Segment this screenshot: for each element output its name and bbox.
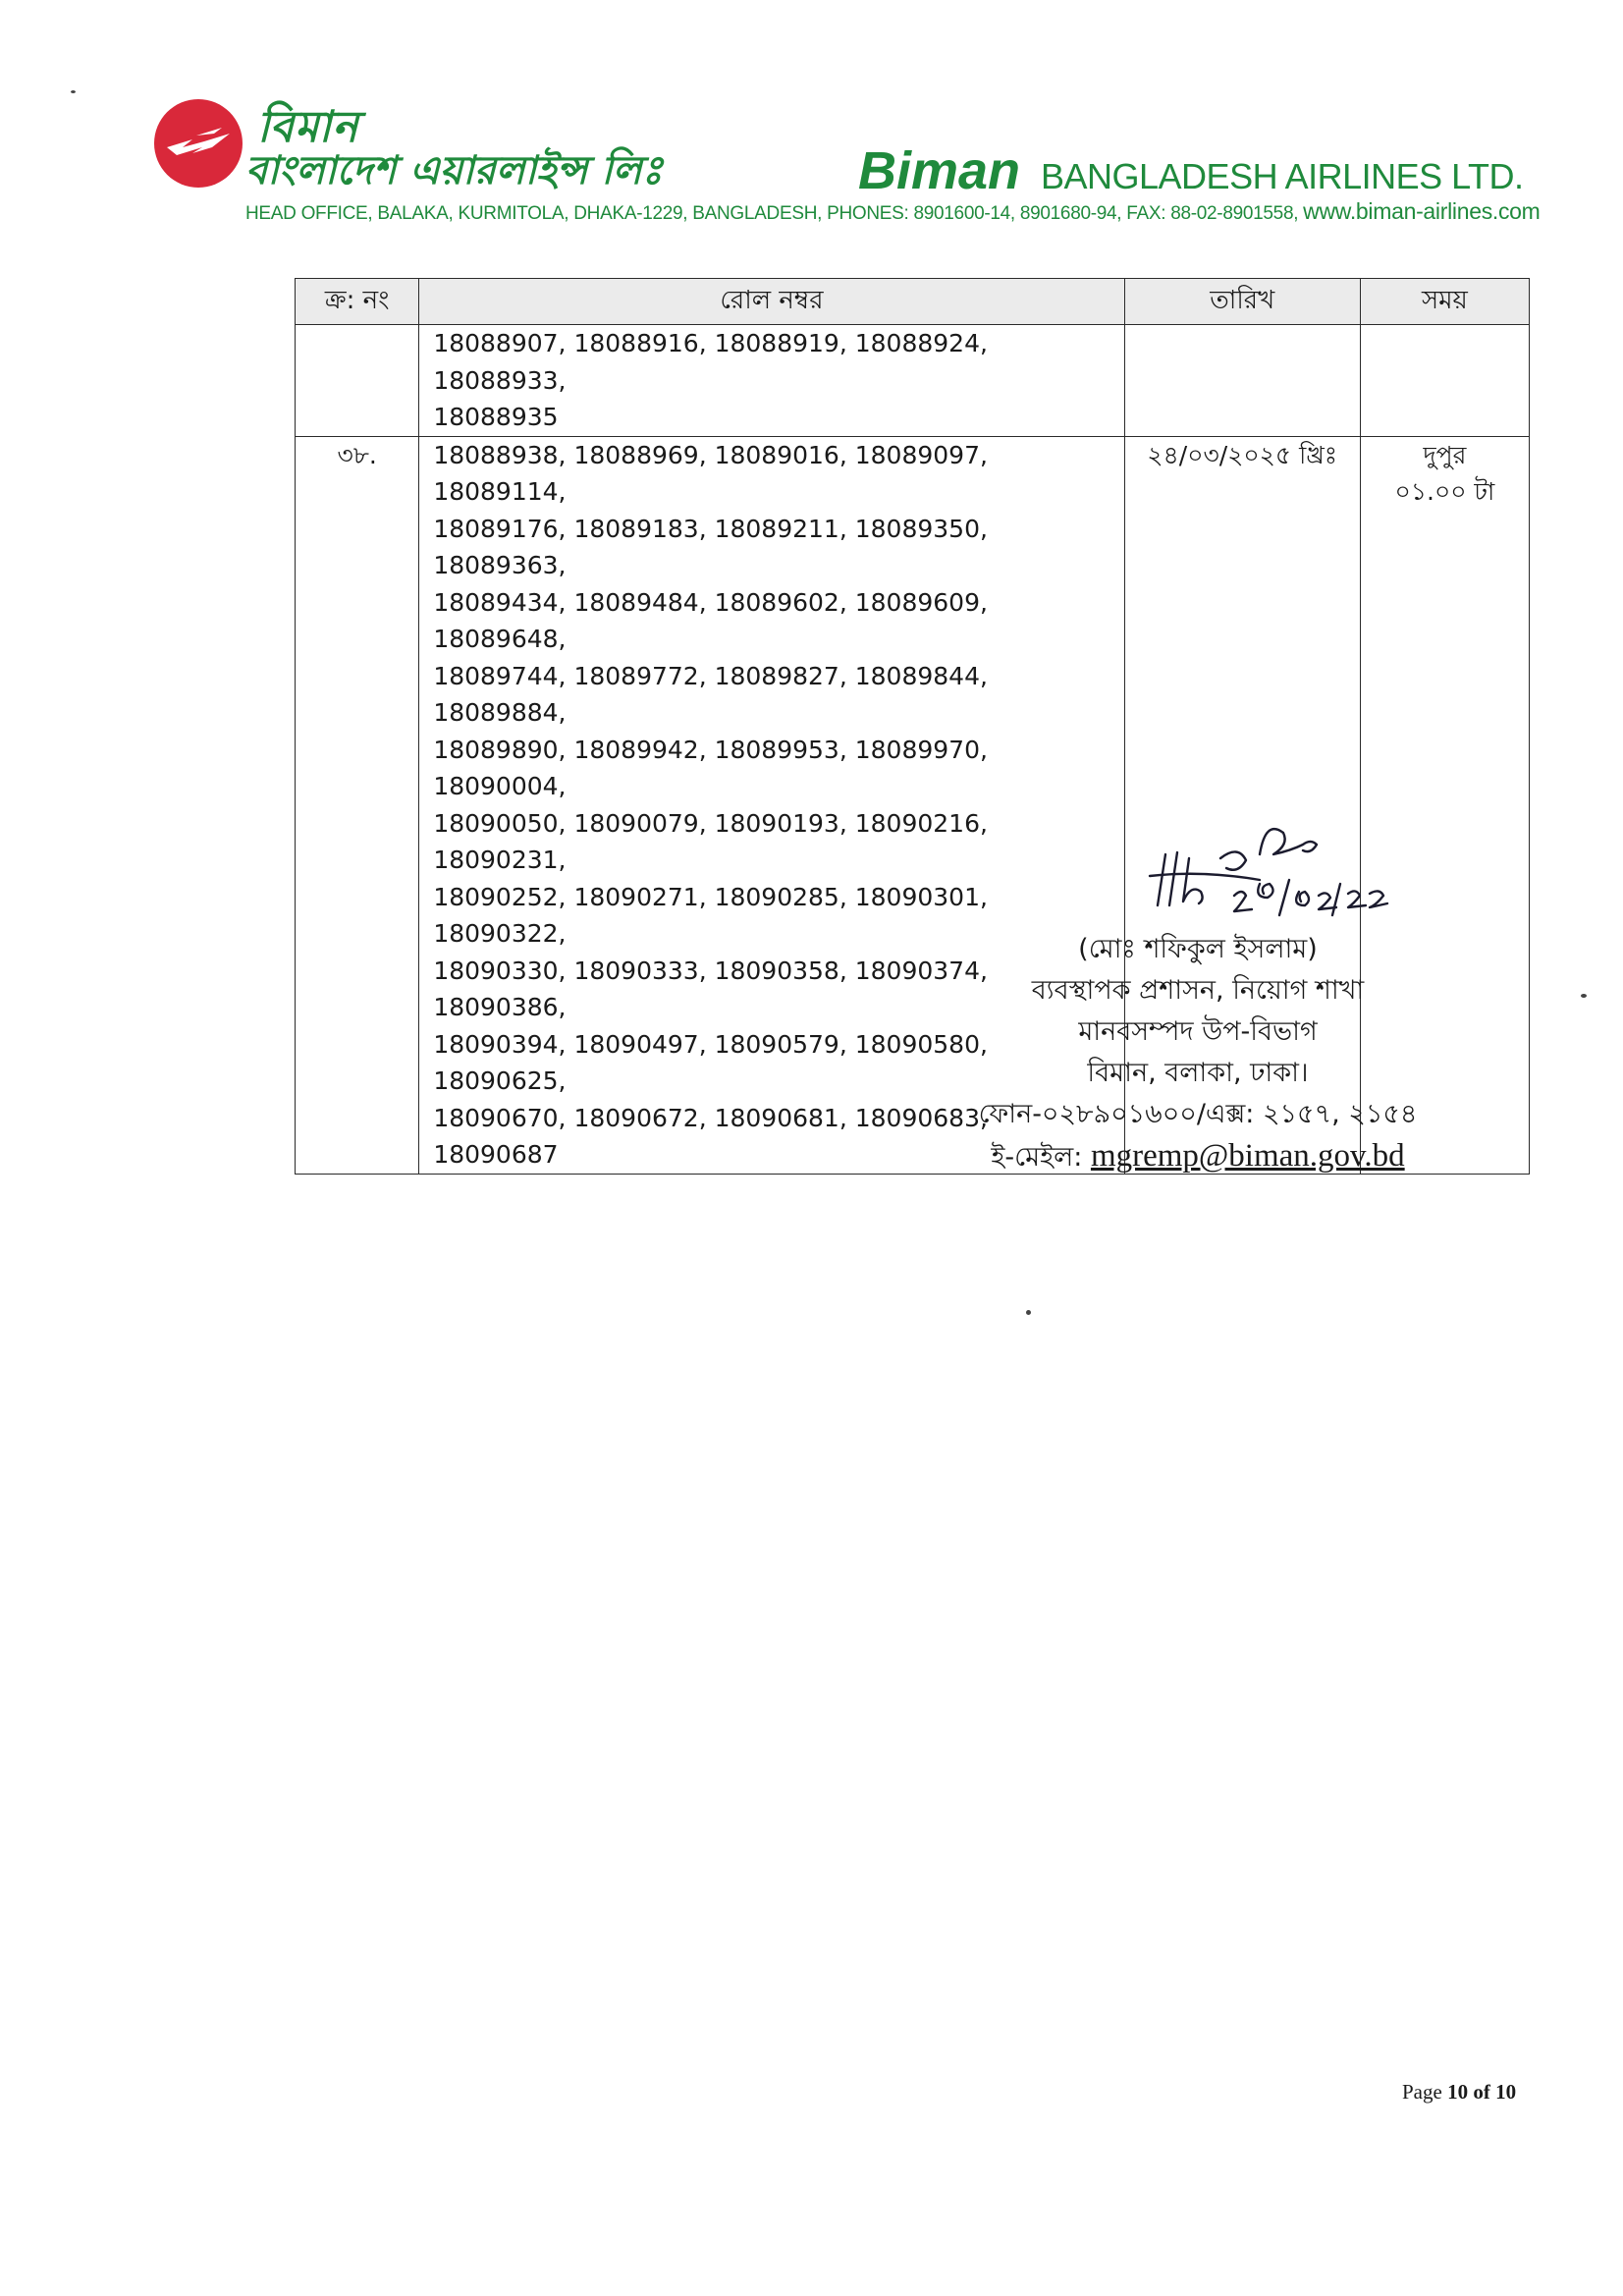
signatory-email-line — [943, 1135, 1453, 1178]
page-sep: of — [1473, 2080, 1490, 2104]
email-link[interactable]: mgremp@biman.gov.bd — [1090, 1138, 1405, 1174]
header-roll: রোল নম্বর — [419, 279, 1124, 325]
table-header-row — [296, 279, 1530, 325]
roll-line: 18088935 — [433, 403, 559, 431]
header-time: সময় — [1360, 279, 1529, 325]
address-text: HEAD OFFICE, BALAKA, KURMITOLA, DHAKA-1229, BANGLADESH, PHONES: 8901600-14, 8901680-94, FAX: 88-02-8901558, — [245, 203, 1299, 224]
company-name-bangla-line1: বিমান — [257, 102, 359, 152]
biman-logo-icon — [153, 98, 243, 189]
roll-line: 18090330, 18090333, 18090358, 18090374, 18090386, — [433, 956, 988, 1021]
total-pages: 10 — [1495, 2080, 1517, 2104]
scan-speck — [1026, 1310, 1031, 1315]
signatory-office: বিমান, বলাকা, ঢাকা। — [1087, 1058, 1309, 1088]
roll-cell — [419, 325, 1124, 437]
signatory-name: (মোঃ শফিকুল ইসলাম) — [1078, 934, 1318, 964]
roll-line: 18090394, 18090497, 18090579, 18090580, 18090625, — [433, 1029, 988, 1095]
roll-line: 18089434, 18089484, 18089602, 18089609, 18089648, — [433, 587, 988, 653]
company-name-english: BANGLADESH AIRLINES LTD. — [1041, 156, 1524, 196]
table-row — [296, 325, 1530, 437]
serial-cell — [296, 325, 419, 437]
roll-line: 18089890, 18089942, 18089953, 18089970, 18090004, — [433, 735, 988, 800]
roll-line: 18089744, 18089772, 18089827, 18089844, 18089884, — [433, 661, 988, 727]
scan-speck — [1581, 994, 1587, 998]
time-cell — [1360, 325, 1529, 437]
roll-line: 18090252, 18090271, 18090285, 18090301, 18090322, — [433, 882, 988, 948]
signatory-block — [943, 929, 1453, 1178]
page-number — [1402, 2080, 1516, 2105]
handwritten-signature — [1144, 815, 1399, 928]
signatory-designation: ব্যবস্থাপক প্রশাসন, নিয়োগ শাখা — [1031, 975, 1365, 1006]
roll-line: 18090670, 18090672, 18090681, 18090683, 18090687 — [433, 1103, 988, 1169]
header-date: তারিখ — [1124, 279, 1360, 325]
serial-cell: ৩৮. — [296, 436, 419, 1174]
signatory-phone: ফোন-০২৮৯০১৬০০/এক্স: ২১৫৭, ২১৫৪ — [978, 1099, 1418, 1129]
letterhead — [147, 94, 1541, 232]
current-page: 10 — [1447, 2080, 1469, 2104]
date-cell — [1124, 325, 1360, 437]
company-name-biman: Biman — [858, 141, 1021, 200]
signatory-department: মানবসম্পদ উপ-বিভাগ — [1078, 1016, 1318, 1047]
roll-line: 18089176, 18089183, 18089211, 18089350, 18089363, — [433, 514, 988, 579]
website-link[interactable]: www.biman-airlines.com — [1303, 198, 1541, 224]
roll-line: 18088938, 18088969, 18089016, 18089097, 18089114, — [433, 440, 988, 506]
time-line: ০১.০০ টা — [1394, 477, 1495, 506]
scan-speck — [71, 90, 76, 93]
head-office-address — [245, 198, 1541, 225]
header-serial: ক্র: নং — [296, 279, 419, 325]
company-name-bangla-line2: বাংলাদেশ এয়ারলাইন্স লিঃ — [245, 148, 663, 193]
email-label: ই-মেইল: — [991, 1142, 1083, 1173]
roll-line: 18088907, 18088916, 18088919, 18088924, 18088933, — [433, 329, 988, 395]
page-prefix: Page — [1402, 2080, 1442, 2104]
time-line: দুপুর — [1423, 440, 1467, 469]
date-cell: ২৪/০৩/২০২৫ খ্রিঃ — [1124, 436, 1360, 1174]
roll-line: 18090050, 18090079, 18090193, 18090216, 18090231, — [433, 808, 988, 874]
